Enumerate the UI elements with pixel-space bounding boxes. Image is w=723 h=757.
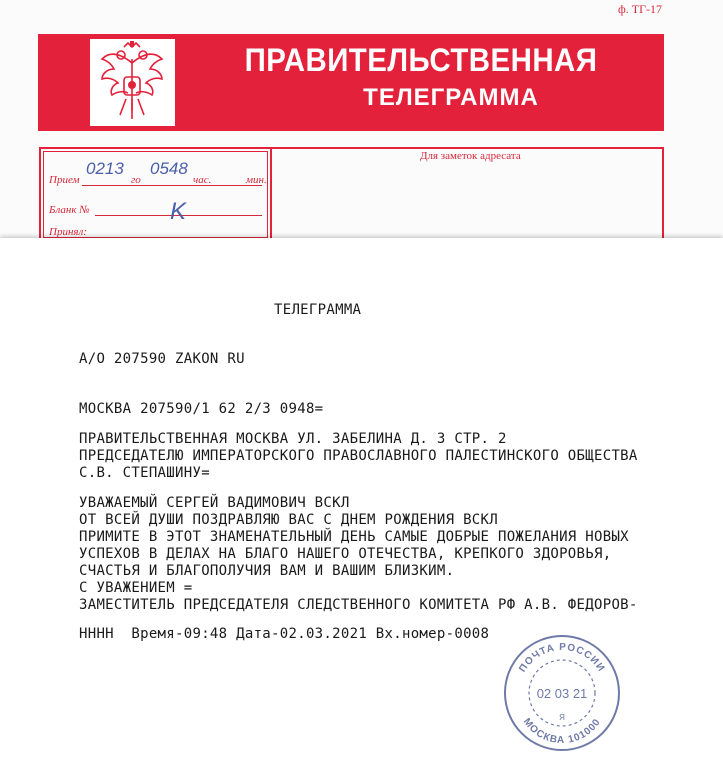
signature-line: ЗАМЕСТИТЕЛЬ ПРЕДСЕДАТЕЛЯ СЛЕДСТВЕННОГО КОМИТЕТА РФ А.В. ФЕДОРОВ- [79, 597, 638, 613]
received-handwritten: 0213 [86, 159, 124, 178]
header-banner [38, 34, 664, 131]
body-line: СЧАСТЬЯ И БЛАГОПОЛУЧИЯ ВАМ И ВАШИМ БЛИЗКИМ. [79, 563, 455, 579]
accepted-label: Принял: [49, 226, 87, 238]
received-underline [82, 185, 262, 186]
body-line: УВАЖАЕМЫЙ СЕРГЕЙ ВАДИМОВИЧ ВСКЛ [79, 495, 350, 511]
address-line: ПРЕДСЕДАТЕЛЮ ИМПЕРАТОРСКОГО ПРАВОСЛАВНОГО ПАЛЕСТИНСКОГО ОБЩЕСТВА [79, 448, 638, 464]
postmark-bottom-text: МОСКВА 101000 [520, 716, 604, 747]
blank-number-label: Бланк № [49, 204, 90, 216]
notes-label: Для заметок адресата [420, 150, 521, 162]
telegram-heading: ТЕЛЕГРАММА [274, 302, 362, 318]
postmark-date: 02 03 21 [536, 686, 588, 701]
frame-divider [270, 147, 272, 242]
address-line: С.В. СТЕПАШИНУ= [79, 465, 210, 481]
body-line: ОТ ВСЕЙ ДУШИ ПОЗДРАВЛЯЮ ВАС С ДНЕМ РОЖДЕНИЯ ВСКЛ [79, 512, 498, 528]
service-line: А/О 207590 ZAKON RU [79, 351, 245, 367]
delivery-footer-line: НННН Время-09:48 Дата-02.03.2021 Вх.номер-0008 [79, 626, 490, 642]
address-line: ПРАВИТЕЛЬСТВЕННАЯ МОСКВА УЛ. ЗАБЕЛИНА Д. 3 СТР. 2 [79, 431, 507, 447]
min-label: мин. [246, 174, 267, 186]
year-label: го [131, 174, 141, 186]
postmark-stamp [501, 632, 623, 754]
body-line: ПРИМИТЕ В ЭТОТ ЗНАМЕНАТЕЛЬНЫЙ ДЕНЬ САМЫЕ ДОБРЫЕ ПОЖЕЛАНИЯ НОВЫХ [79, 529, 629, 545]
blank-number-handwritten: K [170, 198, 187, 225]
hour-handwritten: 0548 [150, 159, 188, 178]
origin-line: МОСКВА 207590/1 62 2/3 0948= [79, 401, 324, 417]
emblem-frame [90, 39, 175, 126]
body-line: УСПЕХОВ В ДЕЛАХ НА БЛАГО НАШЕГО ОТЕЧЕСТВА, КРЕПКОГО ЗДОРОВЬЯ, [79, 546, 612, 562]
form-code: ф. ТГ-17 [618, 2, 663, 16]
double-headed-eagle-icon [90, 39, 175, 126]
received-label: Прием [49, 174, 80, 186]
postmark-top-text: ПОЧТА РОССИИ [517, 641, 607, 675]
header-subtitle: ТЕЛЕГРАММА [363, 84, 539, 111]
postmark-letter: Я [559, 713, 565, 722]
hour-label: час. [193, 174, 212, 186]
svg-text:ПОЧТА РОССИИ [517, 642, 606, 674]
header-title: ПРАВИТЕЛЬСТВЕННАЯ [244, 42, 598, 78]
body-line: С УВАЖЕНИЕМ = [79, 580, 193, 596]
